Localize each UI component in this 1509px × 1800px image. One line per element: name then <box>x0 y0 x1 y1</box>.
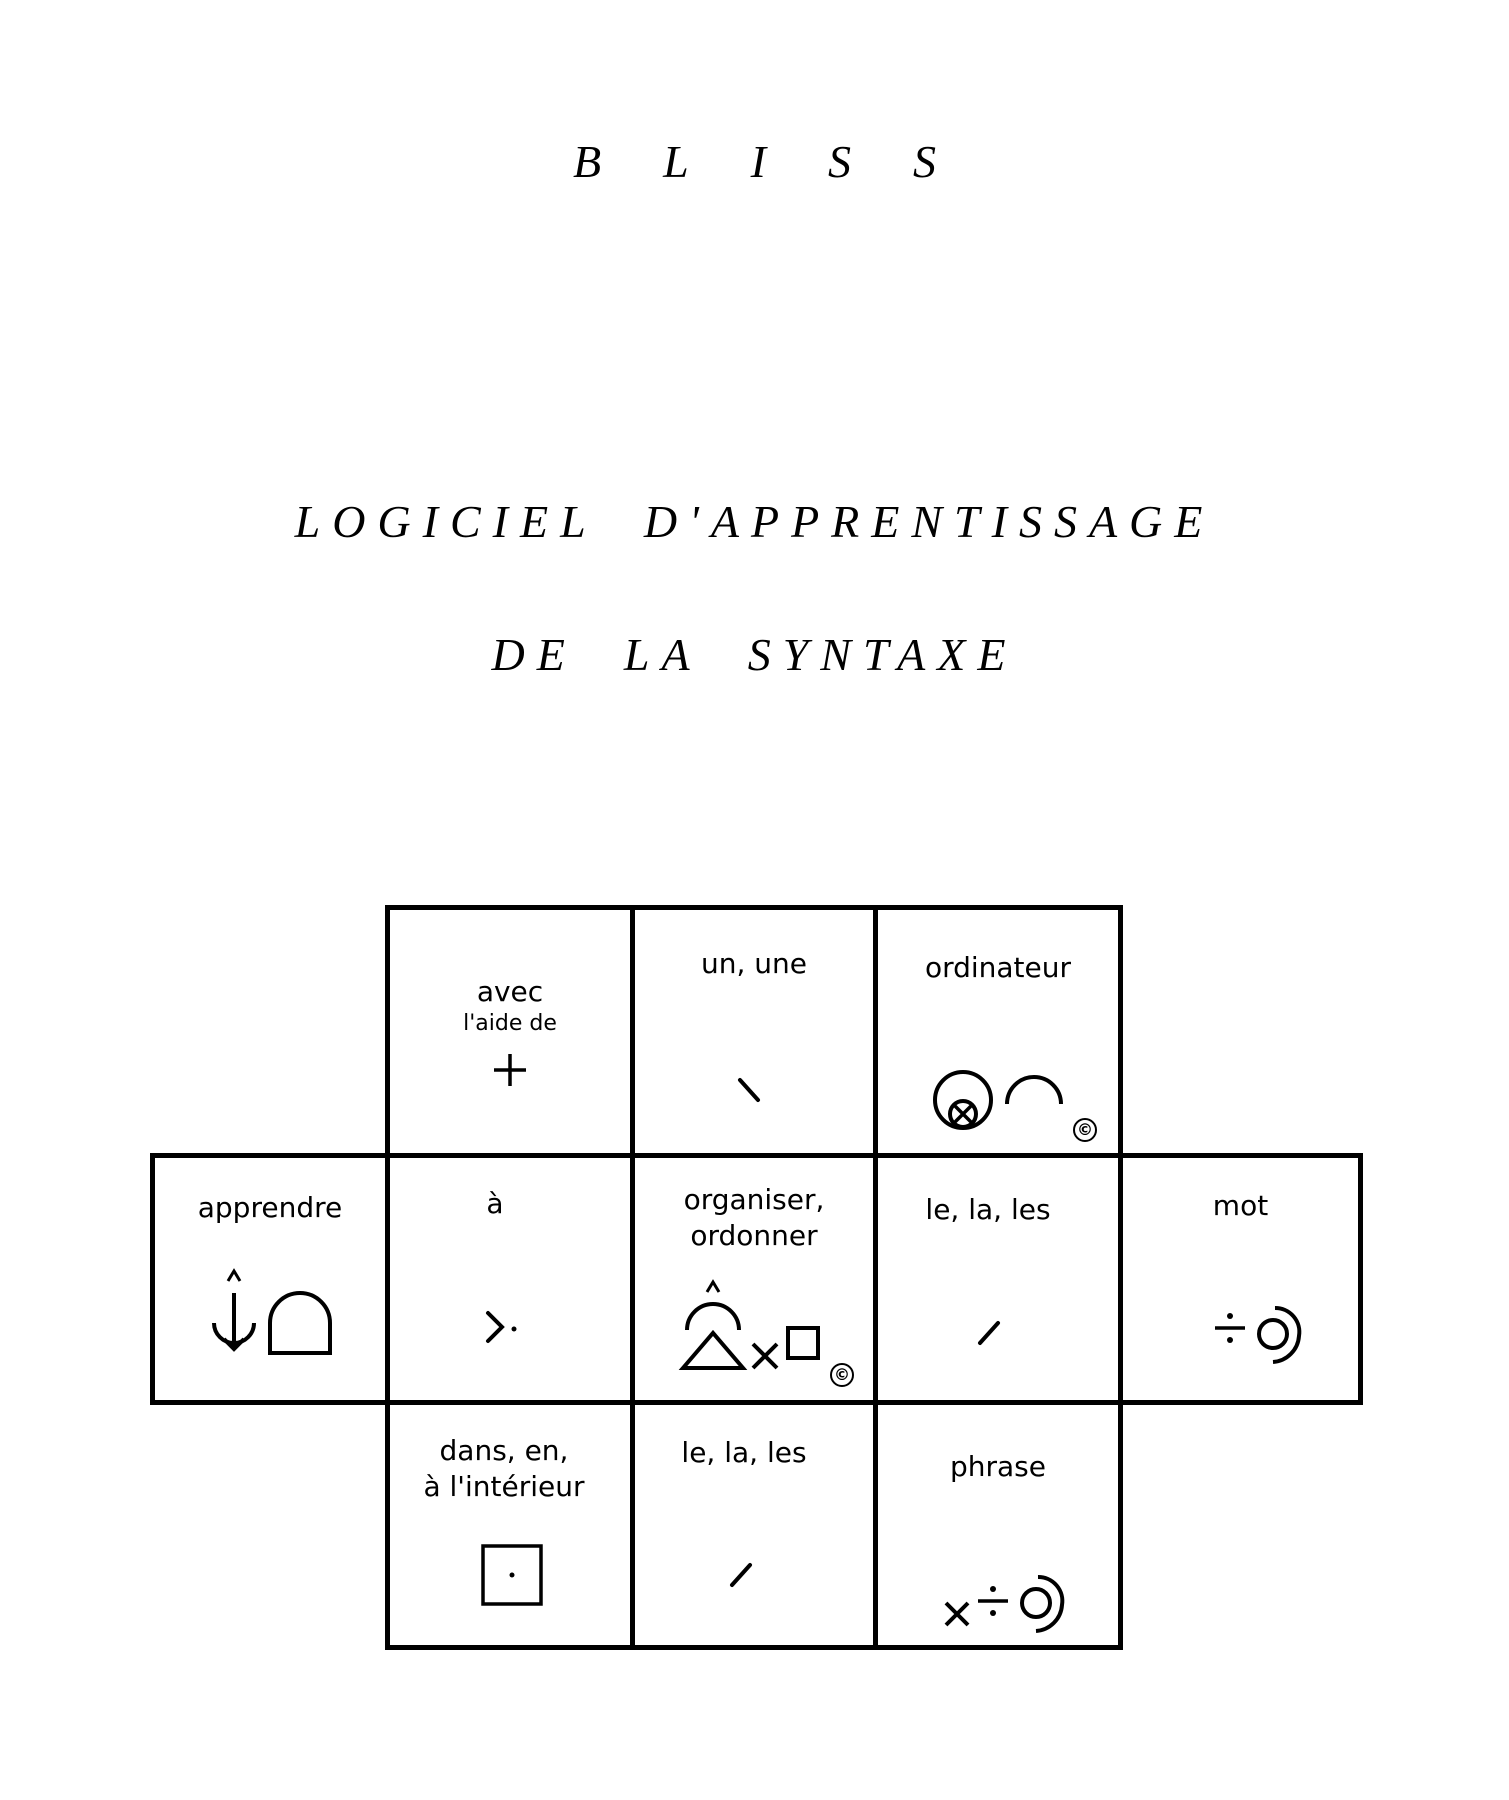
cell-le-la-les <box>873 1153 1123 1405</box>
cell-label: à <box>486 1187 504 1220</box>
cell-label: dans, en, à l'intérieur <box>423 1434 585 1503</box>
cell-label: le, la, les <box>681 1436 807 1469</box>
title-logiciel: LOGICIEL D'APPRENTISSAGE <box>294 496 1215 547</box>
slash-symbol-icon <box>720 1555 760 1595</box>
learn-symbol-icon <box>210 1263 350 1363</box>
cell-label: un, une <box>700 947 807 980</box>
computer-symbol-icon <box>933 1060 1073 1140</box>
cell-sublabel: l'aide de <box>463 1011 557 1036</box>
word-symbol-icon <box>1213 1288 1323 1368</box>
cell-label: ordinateur <box>924 951 1072 984</box>
cell-un-une <box>630 905 878 1158</box>
cell-avec <box>385 905 635 1158</box>
copyright-mark: © <box>1073 1118 1097 1142</box>
sentence-symbol-icon <box>940 1553 1080 1633</box>
cell-label: organiser, ordonner <box>683 1183 825 1252</box>
organize-symbol-icon <box>673 1278 853 1378</box>
cell-mot <box>1118 1153 1363 1405</box>
cell-organiser <box>630 1153 878 1405</box>
inside-symbol-icon <box>478 1541 548 1611</box>
cell-label: le, la, les <box>925 1193 1051 1226</box>
cell-phrase <box>873 1400 1123 1650</box>
plus-symbol-icon <box>490 1050 530 1090</box>
to-symbol-icon <box>480 1303 530 1353</box>
cell-label-text: avec <box>476 975 544 1008</box>
cell-label: apprendre <box>197 1191 343 1224</box>
cell-ordinateur <box>873 905 1123 1158</box>
title-bliss: BLISS <box>573 136 998 187</box>
cell-dans <box>385 1400 635 1650</box>
cell-le-la-les-2 <box>630 1400 878 1650</box>
cell-apprendre <box>150 1153 390 1405</box>
backslash-symbol-icon <box>730 1070 770 1110</box>
cell-a <box>385 1153 635 1405</box>
copyright-mark: © <box>830 1363 854 1387</box>
title-syntaxe: DE LA SYNTAXE <box>491 629 1018 680</box>
cell-label: mot <box>1212 1189 1269 1222</box>
slash-symbol-icon <box>968 1313 1008 1353</box>
cell-label: phrase <box>949 1450 1046 1483</box>
